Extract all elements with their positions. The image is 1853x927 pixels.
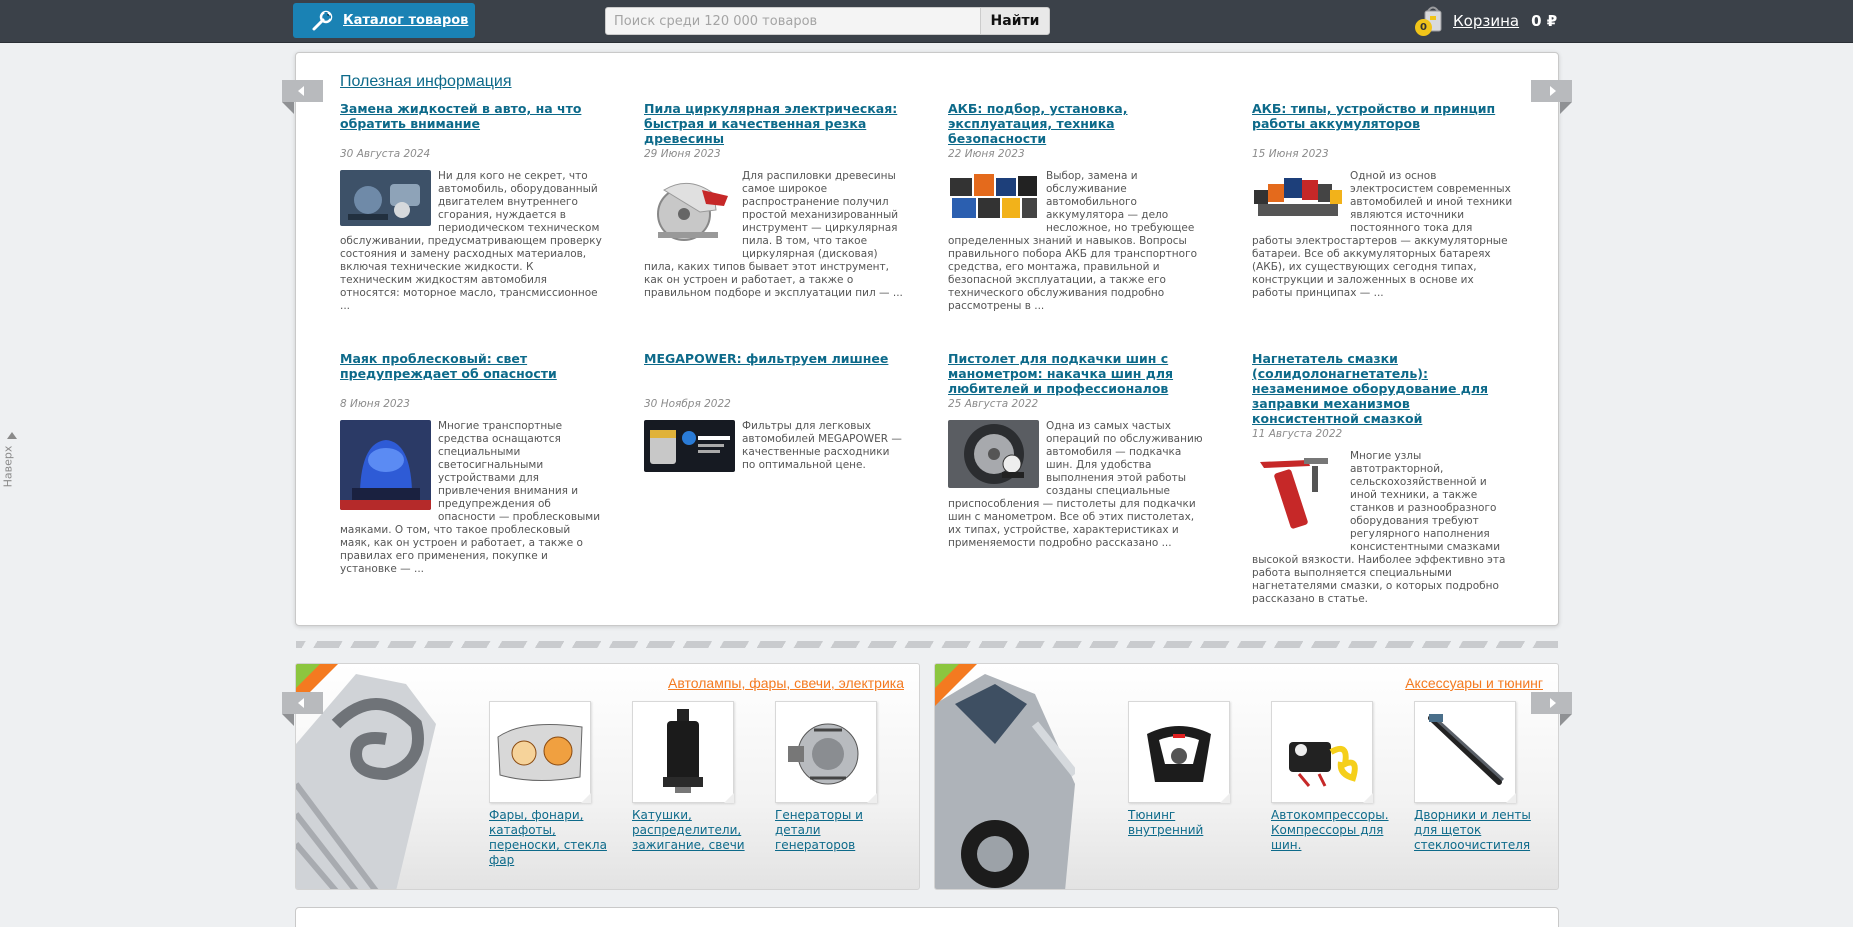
- category-item: [632, 701, 756, 853]
- article-excerpt: Выбор, замена и обслуживание автомобильного аккумулятора — дело несложное, но требующее определенных знаний и навыков. Вопросы правильного побора АКБ для транспортного средства, его монтажа, правильной и безопасной эксплуатации, а также его технического обслуживания подробно рассмотрены в ...: [948, 170, 1198, 312]
- article-date: 30 Августа 2024: [340, 148, 431, 160]
- category-item: [1414, 701, 1538, 853]
- scroll-to-top-label: Наверх: [1, 445, 15, 488]
- article-date: 30 Ноября 2022: [644, 398, 731, 410]
- article-title[interactable]: Нагнетатель смазки (солидолонагнетатель): незаменимое оборудование для заправки механизмов консистентной смазкой: [1252, 351, 1489, 426]
- wrench-icon: [309, 8, 335, 34]
- shopping-bag-icon[interactable]: [1413, 5, 1447, 37]
- category-item: [489, 701, 613, 868]
- green-corner: [296, 664, 320, 688]
- green-corner: [935, 664, 959, 688]
- info-next-arrow[interactable]: [1531, 80, 1572, 102]
- ignition-coil-icon[interactable]: [632, 701, 734, 803]
- category-item: [775, 701, 899, 853]
- article-date: 15 Июня 2023: [1252, 148, 1329, 160]
- article-date: 25 Августа 2022: [948, 398, 1039, 410]
- category-item: [1128, 701, 1252, 838]
- article-excerpt: Ни для кого не секрет, что автомобиль, оборудованный двигателем внутреннего сгорания, нуждается в периодическом техническом обслуживании, предусматривающем проверку состояния и замену расходных материалов, включая технические жидкости. К техническим жидкостям автомобиля относятся: моторное масло, трансмиссионное ...: [340, 170, 602, 312]
- search-input[interactable]: [605, 7, 981, 35]
- info-prev-arrow[interactable]: [282, 80, 323, 102]
- cart-link[interactable]: Корзина: [1453, 12, 1520, 30]
- article-excerpt: Одной из основ электросистем современных автомобилей и иной техники являются источники постоянного тока для работы электростартеров — аккумуляторные батареи. Все об аккумуляторных батареях (АКБ), их существующих сегодня типах, конструкции и заложенных в основе их работы принципах — ...: [1252, 170, 1513, 299]
- steering-wheel-icon[interactable]: [1128, 701, 1230, 803]
- category-panel-electrics: [295, 663, 920, 890]
- article-excerpt: Многие транспортные средства оснащаются специальными светосигнальными устройствами для привлечения внимания и предупреждения об опасности — проблесковыми маяками. О том, что такое проблесковый маяк, как он устроен и работает, а также о правилах его применения, покупке и установке — ...: [340, 420, 601, 575]
- article-excerpt: Для распиловки древесины самое широкое распространение получил простой механизированный инструмент — циркулярная пила. В том, что такое циркулярная (дисковая) пила, каких типов бывает этот инструмент, как он устроен и работает, а также о правильном подборе и эксплуатации пил — ...: [644, 170, 903, 299]
- battery-types-image[interactable]: [1252, 170, 1343, 220]
- article-card: [1252, 101, 1514, 300]
- compressor-icon[interactable]: [1271, 701, 1373, 803]
- catalog-button[interactable]: [293, 3, 475, 38]
- article-title[interactable]: Пила циркулярная электрическая: быстрая и качественная резка древесины: [644, 101, 898, 146]
- article-card: [340, 101, 602, 313]
- article-title[interactable]: Замена жидкостей в авто, на что обратить внимание: [340, 101, 582, 131]
- article-title[interactable]: АКБ: подбор, установка, эксплуатация, техника безопасности: [948, 101, 1128, 146]
- article-title[interactable]: MEGAPOWER: фильтруем лишнее: [644, 351, 889, 366]
- category-item-label[interactable]: Фары, фонари, катафоты, переноски, стекла фар: [489, 808, 607, 867]
- beacon-light-image[interactable]: [340, 420, 431, 510]
- article-date: 29 Июня 2023: [644, 148, 721, 160]
- top-bar: [0, 0, 1853, 43]
- arrow-up-icon: [7, 432, 17, 439]
- alternator-icon[interactable]: [775, 701, 877, 803]
- catalog-label: Каталог товаров: [343, 13, 469, 28]
- cart[interactable]: [1413, 5, 1557, 37]
- article-card: [340, 351, 602, 576]
- category-item-label[interactable]: Катушки, распределители, зажигание, свечи: [632, 808, 745, 852]
- cart-count-badge: 0: [1415, 19, 1432, 36]
- bottom-panel: [295, 907, 1559, 927]
- category-item-label[interactable]: Генераторы и детали генераторов: [775, 808, 863, 852]
- category-item: [1271, 701, 1395, 853]
- category-item-label[interactable]: Тюнинг внутренний: [1128, 808, 1204, 837]
- article-title[interactable]: АКБ: типы, устройство и принцип работы аккумуляторов: [1252, 101, 1496, 131]
- useful-info-title[interactable]: Полезная информация: [340, 73, 512, 90]
- category-title[interactable]: Автолампы, фары, свечи, электрика: [668, 675, 904, 691]
- article-card: [948, 351, 1210, 550]
- engine-fluids-image[interactable]: [340, 170, 431, 226]
- megapower-filter-image[interactable]: [644, 420, 735, 472]
- category-title[interactable]: Аксессуары и тюнинг: [1405, 675, 1543, 691]
- category-item-label[interactable]: Дворники и ленты для щеток стеклоочистителя: [1414, 808, 1531, 852]
- cart-total: 0 ₽: [1531, 12, 1558, 30]
- search-button[interactable]: Найти: [980, 7, 1050, 35]
- grease-gun-image[interactable]: [1252, 450, 1343, 540]
- stripe-divider: [296, 641, 1558, 648]
- article-excerpt: Одна из самых частых операций по обслуживанию автомобиля — подкачка шин. Для удобства выполнения этой работы созданы специальные приспособления — пистолеты для подкачки шин с манометром. Все об этих пистолетах, их типах, устройстве, характеристиках и применяемости подробно рассказано ...: [948, 420, 1203, 549]
- article-card: [1252, 351, 1514, 606]
- category-next-arrow[interactable]: [1531, 692, 1572, 714]
- useful-info-panel: [295, 52, 1559, 626]
- tire-inflator-image[interactable]: [948, 420, 1039, 488]
- article-title[interactable]: Пистолет для подкачки шин с манометром: накачка шин для любителей и профессионалов: [948, 351, 1174, 396]
- article-card: [948, 101, 1210, 313]
- category-prev-arrow[interactable]: [282, 692, 323, 714]
- article-date: 22 Июня 2023: [948, 148, 1025, 160]
- category-panel-accessories: [934, 663, 1559, 890]
- category-item-label[interactable]: Автокомпрессоры. Компрессоры для шин.: [1271, 808, 1389, 852]
- article-excerpt: Фильтры для легковых автомобилей MEGAPOWER — качественные расходники по оптимальной цене.: [742, 420, 902, 471]
- scroll-to-top[interactable]: [1, 432, 20, 492]
- article-excerpt: Многие узлы автотракторной, сельскохозяйственной и иной техники, а также станков и разнообразного оборудования требуют регулярного наполнения консистентными смазками высокой вязкости. Наиболее эффективно эта работа выполняется специальными нагнетателями смазки, о которых подробно рассказано в статье.: [1252, 450, 1506, 605]
- wiper-blade-icon[interactable]: [1414, 701, 1516, 803]
- article-title[interactable]: Маяк проблесковый: свет предупреждает об опасности: [340, 351, 557, 381]
- circular-saw-image[interactable]: [644, 170, 735, 250]
- article-date: 11 Августа 2022: [1252, 428, 1343, 440]
- article-card: [644, 101, 906, 300]
- article-card: [644, 351, 906, 475]
- article-date: 8 Июня 2023: [340, 398, 410, 410]
- headlight-icon[interactable]: [489, 701, 591, 803]
- car-batteries-image[interactable]: [948, 170, 1039, 222]
